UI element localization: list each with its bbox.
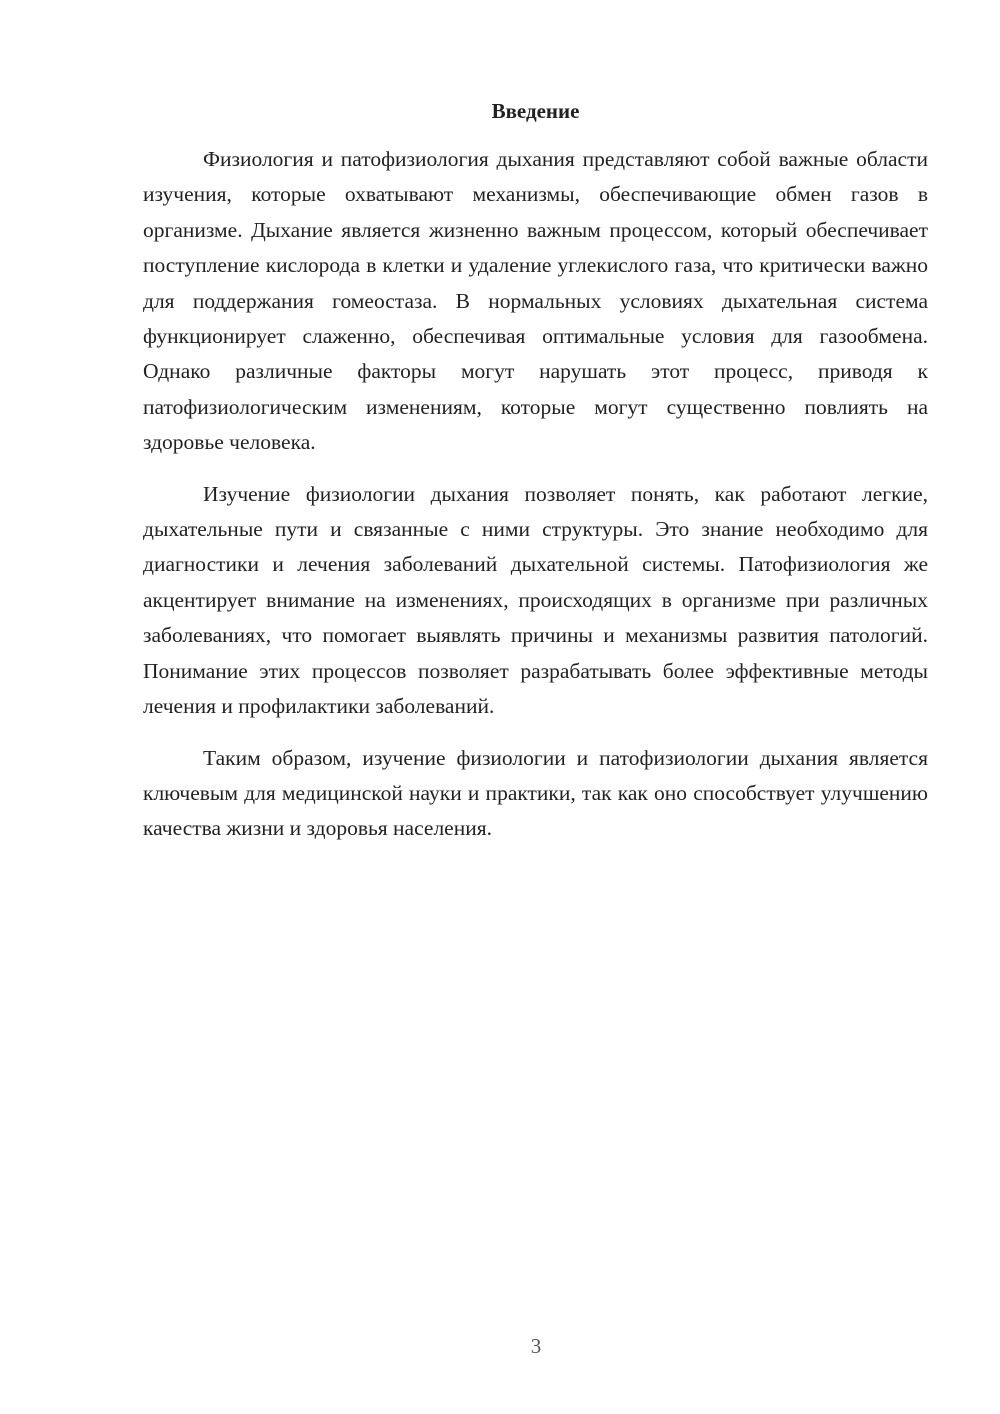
page-number: 3 xyxy=(530,1334,542,1358)
section-heading: Введение xyxy=(491,99,580,123)
body-text xyxy=(143,142,928,863)
paragraph-1: Физиология и патофизиология дыхания представляют собой важные области изучения, которые охватывают механизмы, обеспечивающие обмен газов в организме. Дыхание является жизненно важным процессом, который обеспечивает поступление кислорода в клетки и удаление углекислого газа, что критически важно для поддержания гомеостаза. В нормальных условиях дыхательная система функционирует слаженно, обеспечивая оптимальные условия для газообмена. Однако различные факторы могут нарушать этот процесс, приводя к патофизиологическим изменениям, которые могут существенно повлиять на здоровье человека. xyxy=(143,147,928,455)
paragraph-3: Таким образом, изучение физиологии и патофизиологии дыхания является ключевым для медицинской науки и практики, так как оно способствует улучшению качества жизни и здоровья населения. xyxy=(143,745,928,841)
paragraph-2: Изучение физиологии дыхания позволяет понять, как работают легкие, дыхательные пути и связанные с ними структуры. Это знание необходимо для диагностики и лечения заболеваний дыхательной системы. Патофизиология же акцентирует внимание на изменениях, происходящих в организме при различных заболеваниях, что помогает выявлять причины и механизмы развития патологий. Понимание этих процессов позволяет разрабатывать более эффективные методы лечения и профилактики заболеваний. xyxy=(143,481,928,719)
